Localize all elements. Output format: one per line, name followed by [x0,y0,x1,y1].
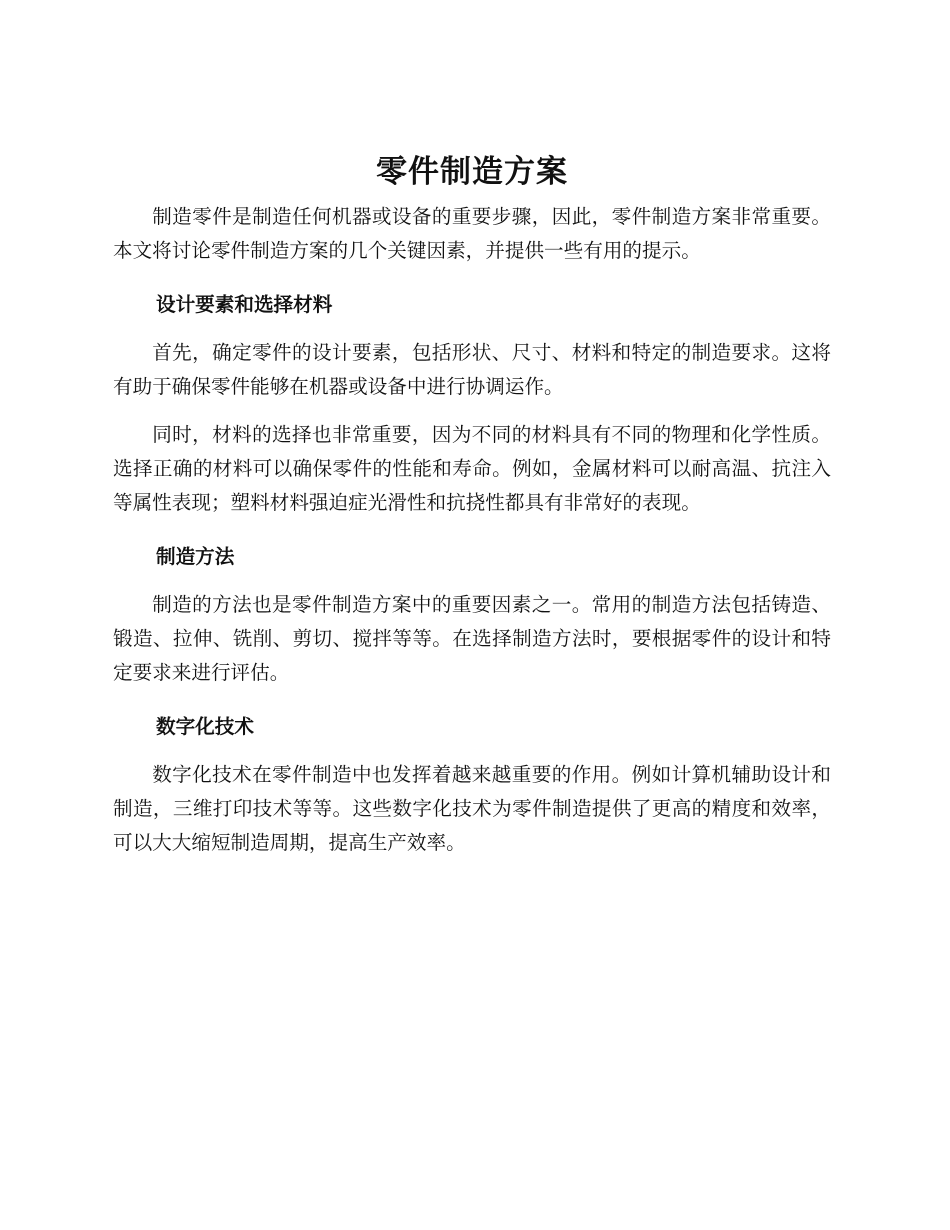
intro-paragraph: 制造零件是制造任何机器或设备的重要步骤，因此，零件制造方案非常重要。本文将讨论零件制造方案的几个关键因素，并提供一些有用的提示。 [113,205,831,262]
document-page [113,148,831,860]
section-digital-technology [113,710,831,860]
section-manufacturing-methods [113,540,831,690]
section-paragraph: 同时，材料的选择也非常重要，因为不同的材料具有不同的物理和化学性质。选择正确的材料可以确保零件的性能和寿命。例如，金属材料可以耐高温、抗注入等属性表现；塑料材料强迫症光滑性和抗挠性都具有非常好的表现。 [113,423,831,514]
section-design-materials [113,288,831,520]
document-title: 零件制造方案 [376,154,568,190]
section-heading: 制造方法 [156,545,235,568]
section-paragraph: 数字化技术在零件制造中也发挥着越来越重要的作用。例如计算机辅助设计和制造，三维打印技术等等。这些数字化技术为零件制造提供了更高的精度和效率，可以大大缩短制造周期，提高生产效率。 [113,763,831,854]
section-heading: 数字化技术 [156,715,254,738]
section-paragraph: 首先，确定零件的设计要素，包括形状、尺寸、材料和特定的制造要求。这将有助于确保零件能够在机器或设备中进行协调运作。 [113,341,831,398]
section-paragraph: 制造的方法也是零件制造方案中的重要因素之一。常用的制造方法包括铸造、锻造、拉伸、铣削、剪切、搅拌等等。在选择制造方法时，要根据零件的设计和特定要求来进行评估。 [113,593,831,684]
section-heading: 设计要素和选择材料 [156,293,333,316]
